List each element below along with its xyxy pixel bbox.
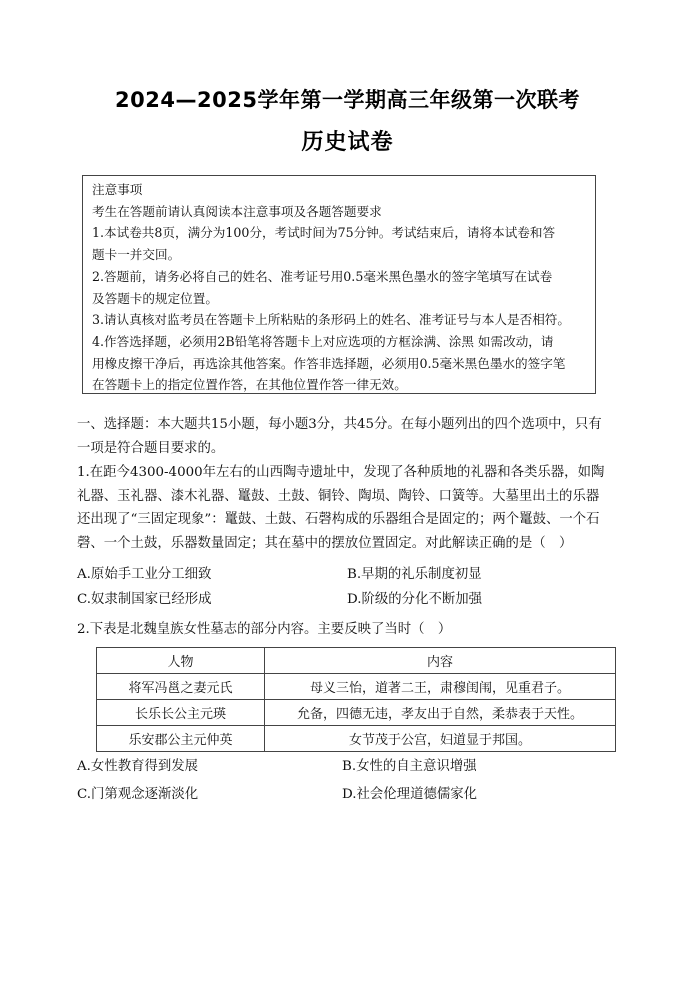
question-2-option-d: D.社会伦理道德儒家化 <box>342 787 478 802</box>
exam-subject: 历史试卷 <box>301 130 394 155</box>
notice-line: 题卡一并交回。 <box>92 247 181 263</box>
notice-line: 3.请认真核对监考员在答题卡上所粘贴的条形码上的姓名、准考证号与本人是否相符。 <box>92 312 570 328</box>
table-cell-person: 长乐长公主元瑛 <box>97 700 265 726</box>
notice-line: 及答题卡的规定位置。 <box>92 290 218 306</box>
table-header-row <box>97 648 616 674</box>
question-1-option-d: D.阶级的分化不断加强 <box>347 592 483 607</box>
question-1-stem: 1.在距今4300-4000年左右的山西陶寺遗址中，发现了各种质地的礼器和各类乐器，如陶礼器、玉礼器、漆木礼器、鼍鼓、土鼓、铜铃、陶埙、陶铃、口簧等。大墓里出土的乐器还出现了“三固定现象”：鼍鼓、土鼓、石磬构成的乐器组合是固定的；两个鼍鼓、一个石磬、一个土鼓，乐器数量固定；其在墓中的摆放位置固定。对此解读正确的是（ ） <box>77 465 605 551</box>
notice-line: 1.本试卷共8页，满分为100分，考试时间为75分钟。考试结束后，请将本试卷和答 <box>92 225 556 241</box>
exam-title: 2024—2025学年第一学期高三年级第一次联考 <box>115 88 580 112</box>
table-cell-content: 女节茂于公宫，妇道显于邦国。 <box>265 726 616 752</box>
notice-line: 用橡皮擦干净后，再选涂其他答案。作答非选择题，必须用0.5毫米黑色墨水的签字笔 <box>92 355 566 371</box>
table-cell-person: 将军冯邕之妻元氏 <box>97 674 265 700</box>
table-cell-content: 允备，四德无违，孝友出于自然，柔恭表于天性。 <box>265 700 616 726</box>
notice-line: 4.作答选择题，必须用2B铅笔将答题卡上对应选项的方框涂满、涂黑 如需改动，请 <box>92 333 554 349</box>
table-row <box>97 726 616 752</box>
question-1-option-b: B.早期的礼乐制度初显 <box>347 567 482 582</box>
table-row <box>97 700 616 726</box>
question-2-option-a: A.女性教育得到发展 <box>77 759 199 774</box>
table-header-content: 内容 <box>265 648 616 674</box>
table-header-person: 人物 <box>97 648 265 674</box>
notice-line: 在答题卡上的指定位置作答，在其他位置作答一律无效。 <box>92 377 407 393</box>
notice-line: 考生在答题前请认真阅读本注意事项及各题答题要求 <box>92 203 382 219</box>
table-cell-content: 母义三怡，道著二王，肃穆闺闱，见重君子。 <box>265 674 616 700</box>
question-1-option-c: C.奴隶制国家已经形成 <box>77 592 212 607</box>
table-cell-person: 乐安郡公主元仲英 <box>97 726 265 752</box>
notice-line: 2.答题前，请务必将自己的姓名、准考证号用0.5毫米黑色墨水的签字笔填写在试卷 <box>92 268 553 284</box>
question-2-option-b: B.女性的自主意识增强 <box>342 759 477 774</box>
question-1-option-a: A.原始手工业分工细致 <box>77 567 212 582</box>
question-2-option-c: C.门第观念逐渐淡化 <box>77 787 199 802</box>
notice-box <box>82 175 596 394</box>
notice-heading: 注意事项 <box>92 182 143 197</box>
epitaph-table <box>96 647 616 752</box>
section-intro: 一、选择题：本大题共15小题，每小题3分，共45分。在每小题列出的四个选项中，只有一项是符合题目要求的。 <box>77 417 602 456</box>
table-row <box>97 674 616 700</box>
question-2-stem: 2.下表是北魏皇族女性墓志的部分内容。主要反映了当时（ ） <box>77 622 452 637</box>
